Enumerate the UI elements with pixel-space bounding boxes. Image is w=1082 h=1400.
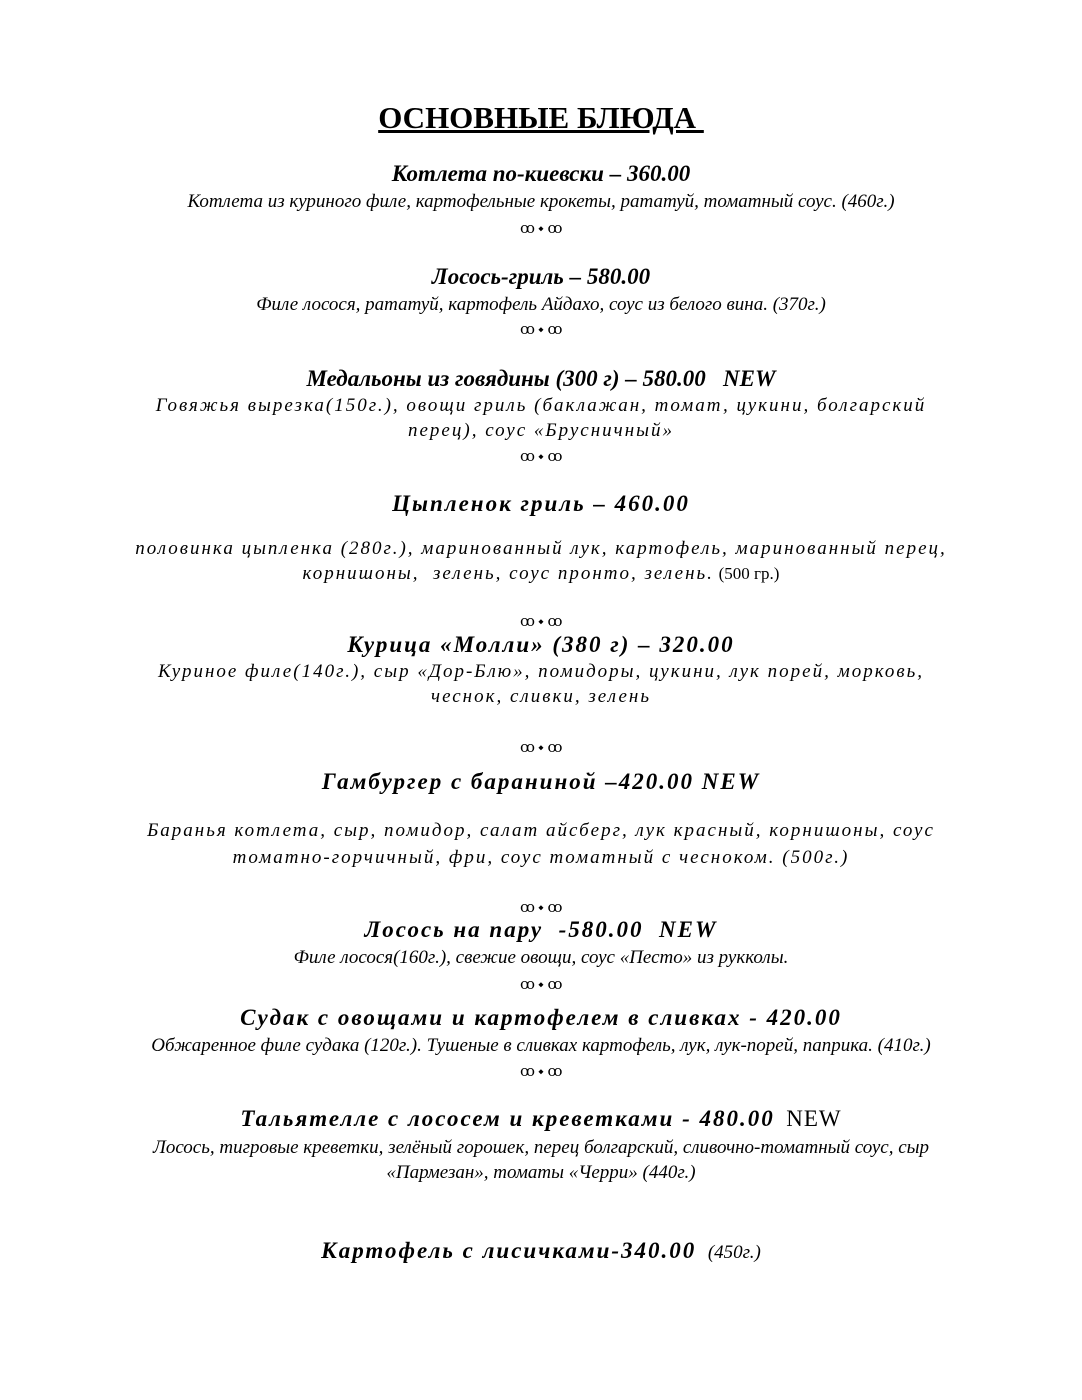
dish-description: половинка цыпленка (280г.), маринованный лук, картофель, маринованный перец, [135, 538, 947, 559]
ornament-divider [0, 738, 1082, 757]
dish-description: чеснок, сливки, зелень [431, 686, 651, 707]
dish-description: Лосось, тигровые креветки, зелёный горошек, перец болгарский, сливочно-томатный соус, сыр [152, 1137, 930, 1158]
curl-right-icon: ꝏ [547, 614, 563, 630]
curl-right-icon: ꝏ [547, 322, 563, 338]
diamond-icon: ⬩ [538, 322, 544, 338]
dish-description: «Пармезан», томаты «Черри» (440г.) [386, 1162, 696, 1183]
dish-name: Котлета по-киевски – 360.00 [391, 161, 691, 186]
dish-description: Филе лосося, рататуй, картофель Айдахо, соус из белого вина. (370г.) [256, 294, 826, 315]
dish-description: Говяжья вырезка(150г.), овощи гриль (баклажан, томат, цукини, болгарский [155, 395, 927, 416]
curl-right-icon: ꝏ [547, 221, 563, 237]
dish-description: Филе лосося(160г.), свежие овощи, соус «Песто» из рукколы. [293, 947, 789, 968]
diamond-icon: ⬩ [538, 221, 544, 237]
ornament-divider [0, 1062, 1082, 1081]
ornament-divider [0, 320, 1082, 339]
dish-name: Судак с овощами и картофелем в сливках - 420.00 [240, 1005, 842, 1030]
dish-name: Лосось на пару -580.00 NEW [364, 917, 718, 942]
curl-right-icon: ꝏ [547, 977, 563, 993]
dish-description: корнишоны, зелень, соус пронто, зелень. (500 гр.) [302, 563, 780, 584]
curl-left-icon: ꝏ [519, 221, 535, 237]
dish-description: Баранья котлета, сыр, помидор, салат айсберг, лук красный, корнишоны, соус [147, 820, 935, 841]
curl-right-icon: ꝏ [547, 1064, 563, 1080]
curl-left-icon: ꝏ [519, 1064, 535, 1080]
dish-description: томатно-горчичный, фри, соус томатный с чесноком. (500г.) [232, 847, 850, 868]
dish-name: Медальоны из говядины (300 г) – 580.00 NEW [306, 366, 776, 391]
dish-name: Картофель с лисичками-340.00 [321, 1238, 697, 1263]
curl-left-icon: ꝏ [519, 322, 535, 338]
ornament-divider [0, 219, 1082, 238]
ornament-divider [0, 612, 1082, 631]
dish-name: Лосось-гриль – 580.00 [431, 264, 651, 289]
diamond-icon: ⬩ [538, 740, 544, 756]
ornament-divider [0, 447, 1082, 466]
dish-description: Котлета из куриного филе, картофельные крокеты, рататуй, томатный соус. (460г.) [187, 191, 895, 212]
curl-left-icon: ꝏ [519, 614, 535, 630]
dish-name-line [0, 1238, 1082, 1264]
new-badge: NEW [786, 1106, 842, 1131]
diamond-icon: ⬩ [538, 977, 544, 993]
curl-right-icon: ꝏ [547, 900, 563, 916]
dish-description: Обжаренное филе судака (120г.). Тушеные в сливках картофель, лук, лук-порей, паприка. (410г.) [151, 1035, 931, 1056]
dish-name-line [0, 1106, 1082, 1132]
dish-description: Куриное филе(140г.), сыр «Дор-Блю», помидоры, цукини, лук порей, морковь, [157, 661, 925, 682]
dish-name: Курица «Молли» (380 г) – 320.00 [347, 632, 735, 657]
curl-right-icon: ꝏ [547, 740, 563, 756]
page-title: ОСНОВНЫЕ БЛЮДА [378, 100, 704, 135]
diamond-icon: ⬩ [538, 1064, 544, 1080]
curl-left-icon: ꝏ [519, 900, 535, 916]
diamond-icon: ⬩ [538, 614, 544, 630]
curl-left-icon: ꝏ [519, 740, 535, 756]
curl-left-icon: ꝏ [519, 449, 535, 465]
dish-weight: (500 гр.) [718, 564, 780, 583]
diamond-icon: ⬩ [538, 449, 544, 465]
dish-name: Цыпленок гриль – 460.00 [392, 491, 690, 516]
dish-description: перец), соус «Брусничный» [408, 420, 674, 441]
curl-left-icon: ꝏ [519, 977, 535, 993]
dish-name: Тальятелле с лососем и креветками - 480.00 [240, 1106, 775, 1131]
dish-name: Гамбургер с бараниной –420.00 NEW [321, 769, 761, 794]
curl-right-icon: ꝏ [547, 449, 563, 465]
ornament-divider [0, 898, 1082, 917]
ornament-divider [0, 975, 1082, 994]
diamond-icon: ⬩ [538, 900, 544, 916]
dish-weight: (450г.) [707, 1242, 761, 1263]
